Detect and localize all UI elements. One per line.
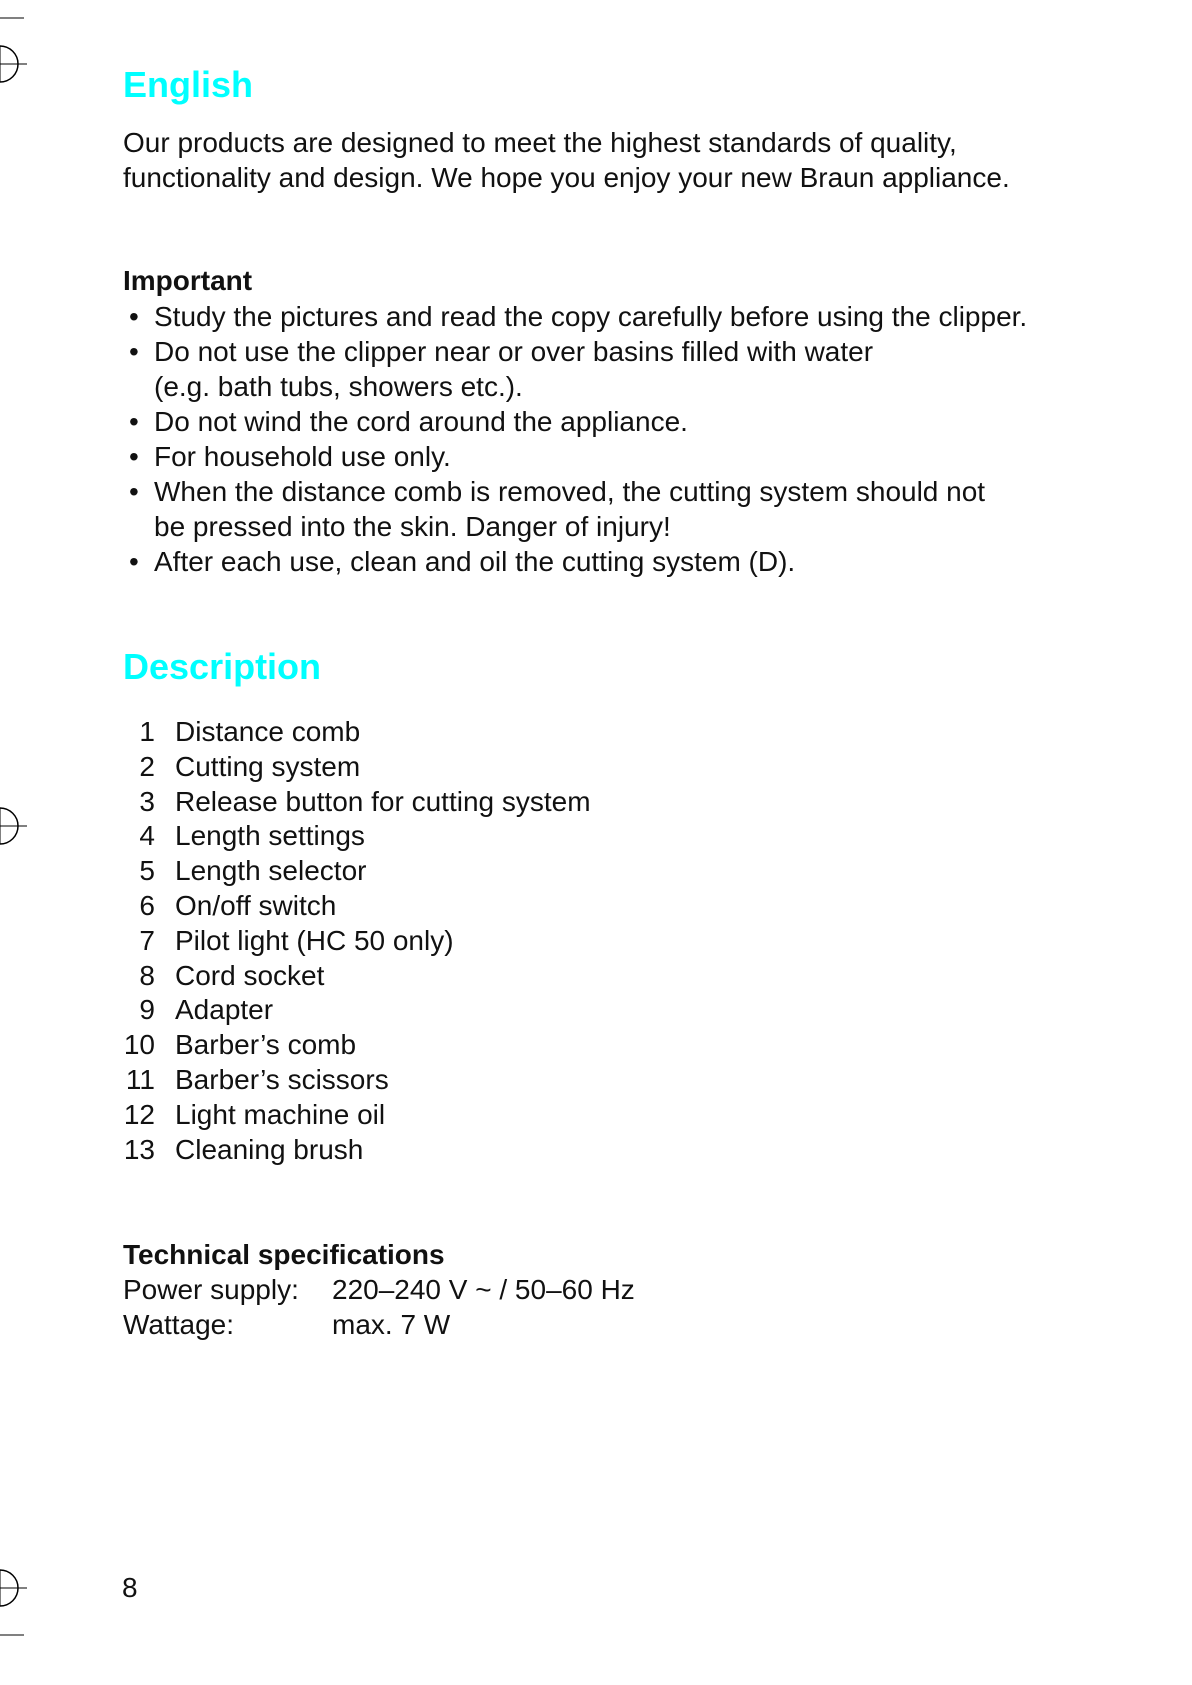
list-item — [123, 1133, 591, 1168]
part-label: Cord socket — [175, 959, 325, 991]
list-item — [123, 544, 1027, 579]
part-number: 2 — [139, 750, 155, 782]
part-label: Length selector — [175, 855, 367, 887]
description-heading: Description — [123, 646, 322, 687]
list-item — [123, 299, 1027, 334]
part-number: 12 — [123, 1098, 155, 1130]
part-label: Distance comb — [175, 716, 361, 747]
bullet-icon: • — [129, 301, 139, 332]
important-list — [123, 299, 1027, 579]
part-number: 4 — [139, 820, 155, 852]
part-label: Adapter — [175, 994, 274, 1026]
part-number: 3 — [139, 785, 155, 817]
technical-specifications-heading: Technical specifications — [123, 1239, 445, 1270]
registration-mark-icon — [0, 1565, 40, 1665]
list-item — [123, 959, 591, 994]
bullet-icon: • — [129, 546, 139, 577]
spec-value: 220–240 V ~ / 50–60 Hz — [332, 1274, 635, 1305]
bullet-icon: • — [129, 441, 139, 472]
part-label: Release button for cutting system — [175, 785, 591, 817]
registration-mark-icon — [0, 0, 40, 100]
list-item — [123, 819, 591, 854]
specifications-table — [123, 1272, 635, 1342]
list-item — [123, 1063, 591, 1098]
part-number: 13 — [123, 1133, 155, 1165]
list-item-text: be pressed into the skin. Danger of injury! — [154, 511, 671, 542]
list-item — [123, 715, 591, 750]
spec-value: max. 7 W — [332, 1309, 451, 1340]
list-item-text: After each use, clean and oil the cutting system (D). — [154, 546, 796, 577]
list-item-text: Do not wind the cord around the appliance. — [154, 406, 688, 437]
part-number: 10 — [123, 1029, 155, 1061]
list-item — [123, 1098, 591, 1133]
table-row — [123, 1272, 635, 1307]
list-item — [123, 854, 591, 889]
important-heading: Important — [123, 265, 253, 296]
registration-mark-icon — [0, 800, 40, 860]
table-row — [123, 1307, 635, 1342]
part-label: Cutting system — [175, 750, 361, 782]
bullet-icon: • — [129, 406, 139, 437]
part-number: 6 — [139, 889, 155, 921]
list-item-text: When the distance comb is removed, the cutting system should not — [154, 476, 986, 507]
parts-list — [123, 715, 591, 1167]
spec-key: Power supply: — [123, 1274, 299, 1305]
list-item-text: Study the pictures and read the copy carefully before using the clipper. — [154, 301, 1028, 332]
part-number: 1 — [139, 716, 155, 747]
part-label: Cleaning brush — [175, 1133, 364, 1165]
intro-paragraph — [123, 125, 1010, 195]
list-item-text: For household use only. — [154, 441, 451, 472]
english-heading: English — [123, 64, 254, 105]
list-item — [123, 785, 591, 820]
list-item-text: Do not use the clipper near or over basins filled with water — [154, 336, 874, 367]
list-item — [123, 474, 1027, 544]
list-item — [123, 750, 591, 785]
bullet-icon: • — [129, 336, 139, 367]
part-label: On/off switch — [175, 889, 337, 921]
part-number: 9 — [139, 994, 155, 1026]
spec-key: Wattage: — [123, 1309, 235, 1340]
intro-line: Our products are designed to meet the highest standards of quality, — [123, 127, 957, 158]
page-number: 8 — [122, 1572, 138, 1603]
list-item — [123, 924, 591, 959]
part-number: 11 — [125, 1063, 155, 1095]
part-label: Barber’s comb — [175, 1029, 357, 1061]
list-item-text: (e.g. bath tubs, showers etc.). — [154, 371, 523, 402]
bullet-icon: • — [129, 476, 139, 507]
list-item — [123, 1028, 591, 1063]
part-label: Barber’s scissors — [175, 1063, 389, 1095]
list-item — [123, 439, 1027, 474]
part-number: 5 — [139, 855, 155, 887]
list-item — [123, 404, 1027, 439]
list-item — [123, 889, 591, 924]
part-label: Length settings — [175, 820, 365, 852]
part-label: Pilot light (HC 50 only) — [175, 924, 454, 956]
part-number: 7 — [139, 924, 155, 956]
part-label: Light machine oil — [175, 1098, 386, 1130]
list-item — [123, 334, 1027, 404]
intro-line: functionality and design. We hope you enjoy your new Braun appliance. — [123, 162, 1010, 193]
part-number: 8 — [139, 959, 155, 991]
list-item — [123, 993, 591, 1028]
